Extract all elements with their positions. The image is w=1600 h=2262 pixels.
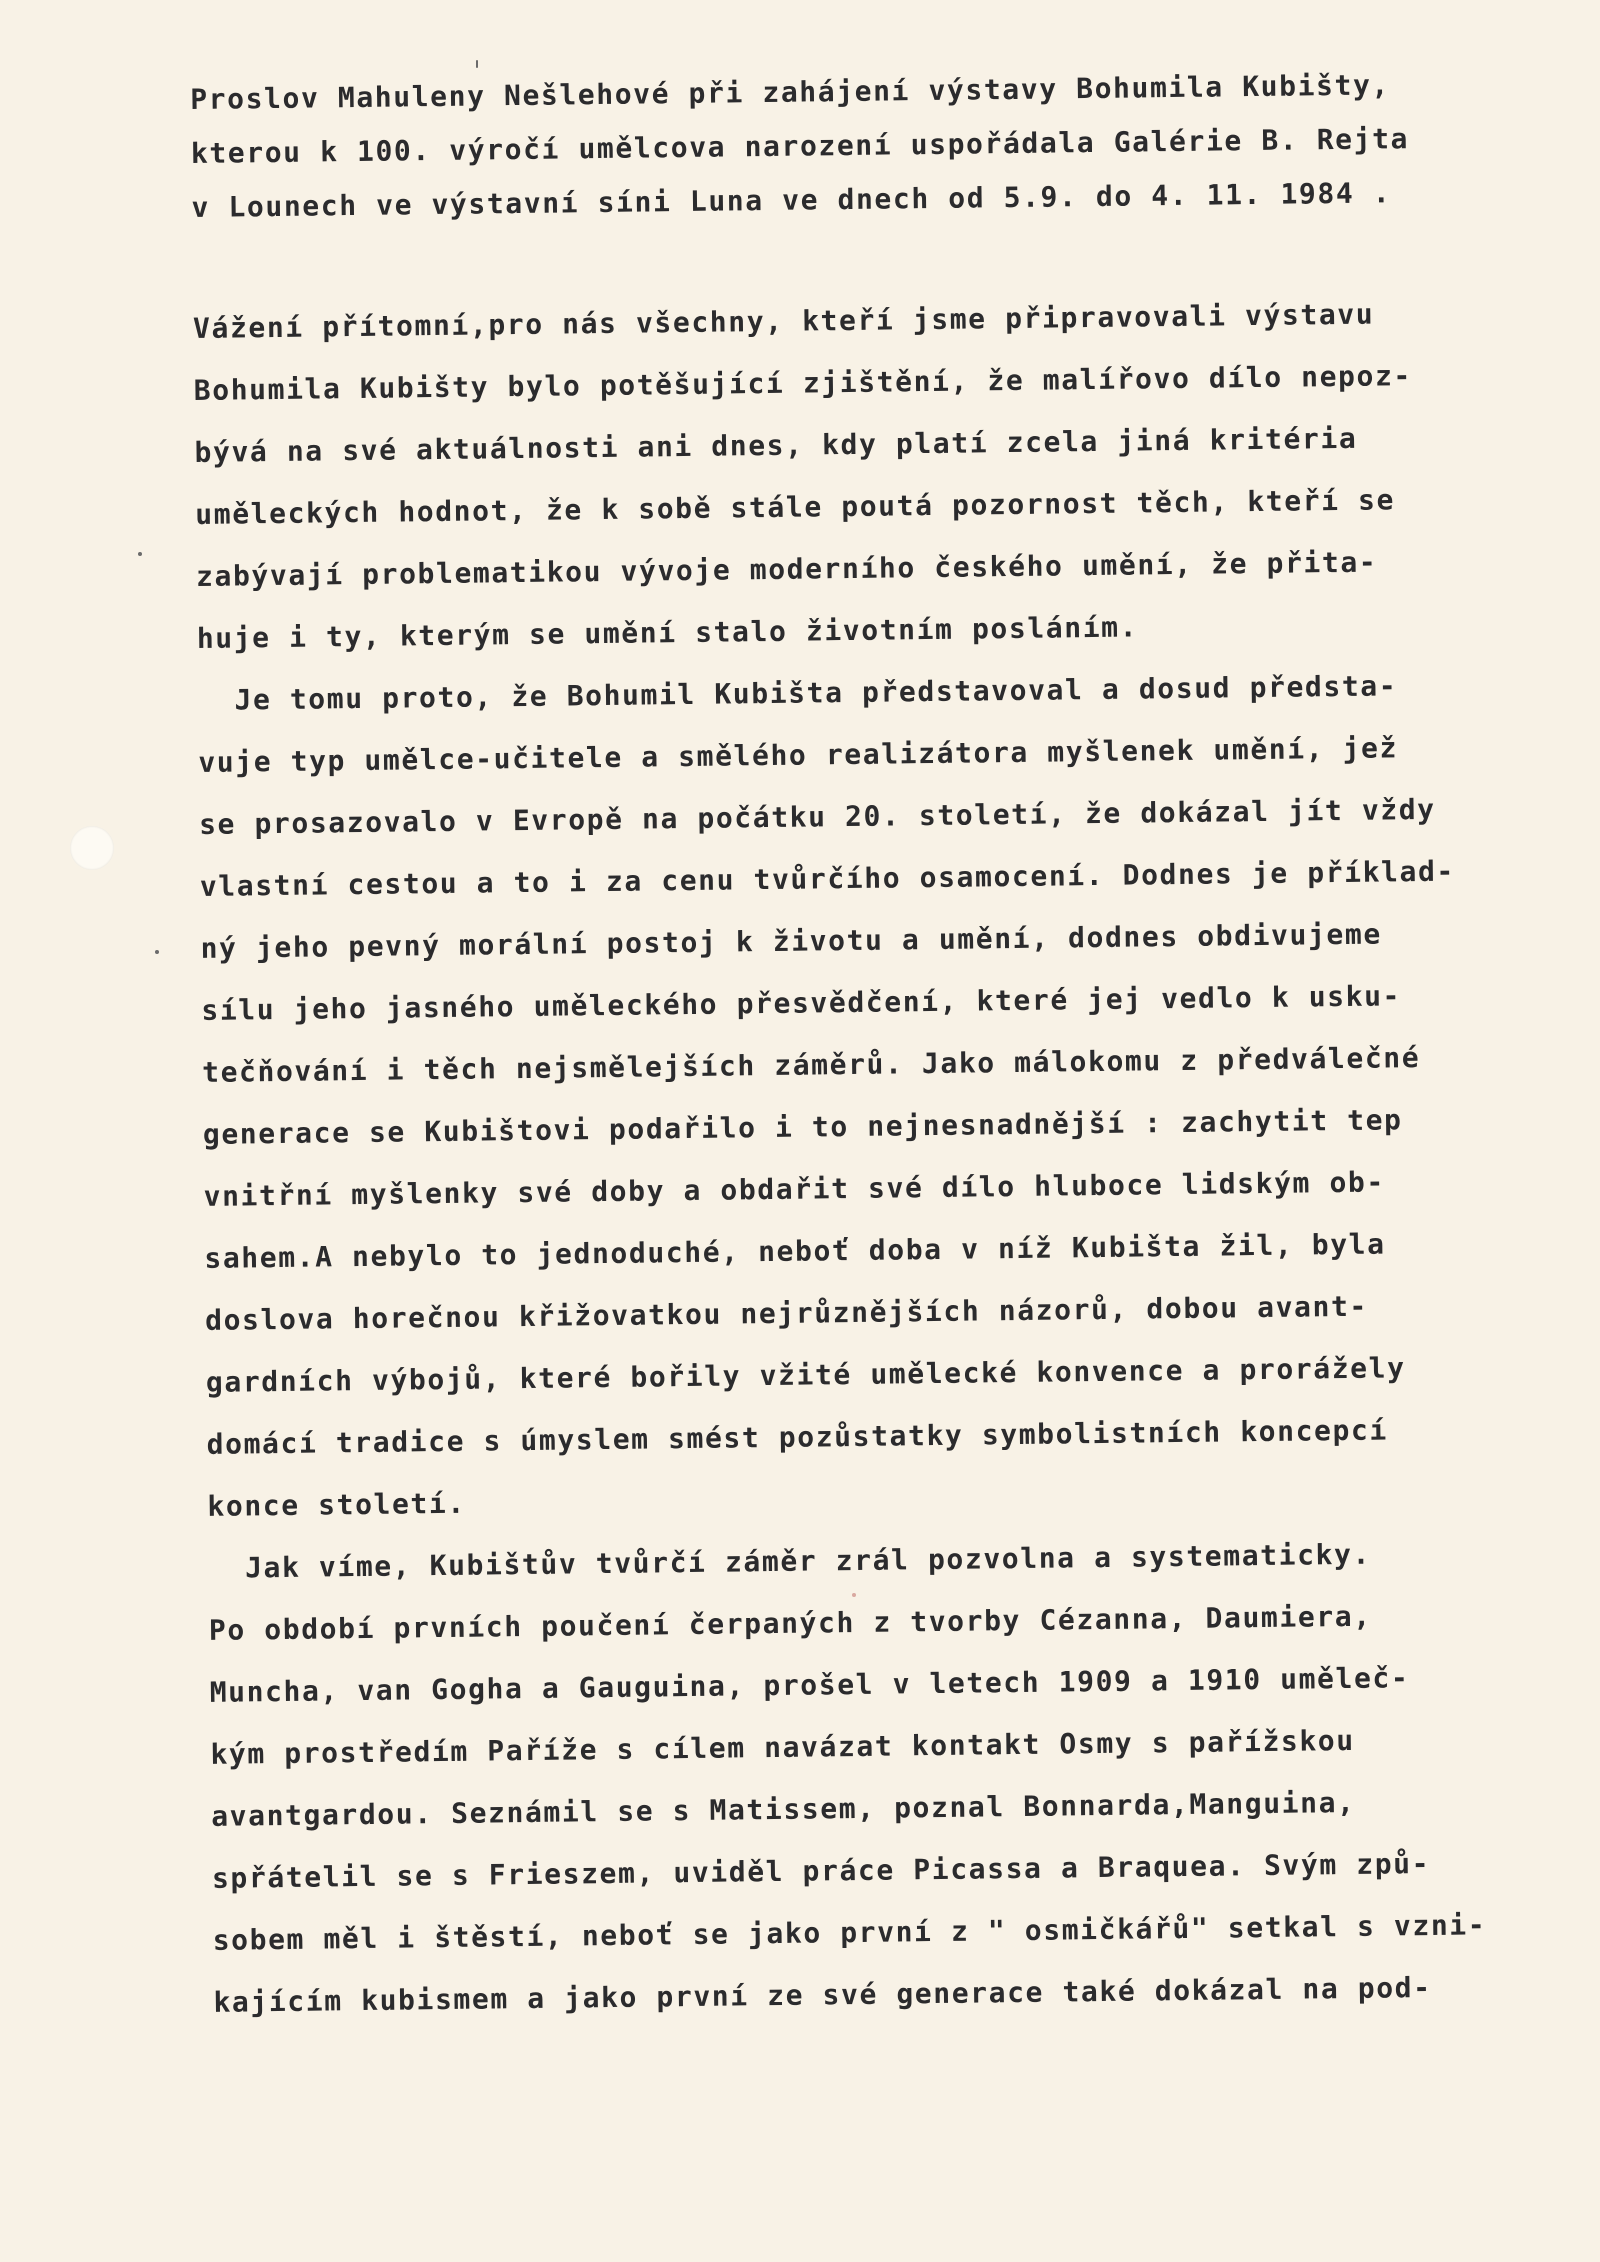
text-line: vlastní cestou a to i za cenu tvůrčího osamocení. Dodnes je příklad- <box>199 854 1456 903</box>
text-line: Po období prvních poučení čerpaných z tvorby Cézanna, Daumiera, <box>208 1599 1372 1647</box>
ink-speck <box>155 950 159 954</box>
text-line: kým prostředím Paříže s cílem navázat kontakt Osmy s pařížskou <box>210 1723 1355 1771</box>
heading-line: v Lounech ve výstavní síni Luna ve dnech od 5.9. do 4. 11. 1984 . <box>191 176 1392 224</box>
text-line: Jak víme, Kubištův tvůrčí záměr zrál pozvolna a systematicky. <box>207 1537 1372 1585</box>
text-line: spřátelil se s Frieszem, uviděl práce Picassa a Braquea. Svým způ- <box>211 1846 1431 1895</box>
text-line: uměleckých hodnot, že k sobě stále poutá pozornost těch, kteří se <box>195 483 1396 531</box>
text-line: Vážení přítomní,pro nás všechny, kteří jsme připravovali výstavu <box>192 297 1375 345</box>
text-line: generace se Kubištovi podařilo i to nejnesnadnější : zachytit tep <box>202 1103 1403 1151</box>
ink-speck <box>138 552 142 556</box>
text-line: doslova horečnou křižovatkou nejrůznějších názorů, dobou avant- <box>204 1289 1369 1337</box>
text-line: konce století. <box>207 1486 467 1523</box>
typewritten-text <box>190 64 1554 2034</box>
text-line: ný jeho pevný morální postoj k životu a umění, dodnes obdivujeme <box>200 917 1383 965</box>
text-line: Bohumila Kubišty bylo potěšující zjištění, že malířovo dílo nepoz- <box>193 359 1413 407</box>
text-line: Muncha, van Gogha a Gauguina, prošel v letech 1909 a 1910 uměleč- <box>209 1661 1410 1709</box>
heading-line: kterou k 100. výročí umělcova narození uspořádala Galérie B. Rejta <box>190 122 1410 170</box>
ink-speck <box>476 60 478 68</box>
text-line: avantgardou. Seznámil se s Matissem, poznal Bonnarda,Manguina, <box>211 1785 1356 1833</box>
text-line: vuje typ umělce-učitele a smělého realizátora myšlenek umění, jež <box>198 731 1399 779</box>
text-line: gardních výbojů, které bořily vžité umělecké konvence a prorážely <box>205 1351 1406 1399</box>
text-line: sílu jeho jasného uměleckého přesvědčení, které jej vedlo k usku- <box>201 979 1402 1027</box>
paragraph-3 <box>208 1522 1554 2034</box>
text-line: domácí tradice s úmyslem smést pozůstatky symbolistních koncepcí <box>206 1413 1389 1461</box>
heading-line: Proslov Mahuleny Nešlehové při zahájení výstavy Bohumila Kubišty, <box>190 68 1391 116</box>
text-line: sobem měl i štěstí, neboť se jako první z " osmičkářů" setkal s vzni- <box>212 1908 1487 1957</box>
paragraph-2 <box>197 654 1548 1538</box>
text-line: bývá na své aktuálnosti ani dnes, kdy platí zcela jiná kritéria <box>194 421 1358 469</box>
text-line: huje i ty, kterým se umění stalo životním posláním. <box>196 610 1139 655</box>
text-line: sahem.A nebylo to jednoduché, neboť doba v níž Kubišta žil, byla <box>204 1227 1386 1275</box>
text-line: kajícím kubismem a jako první ze své generace také dokázal na pod- <box>213 1970 1432 2019</box>
text-line: Je tomu proto, že Bohumil Kubišta představoval a dosud předsta- <box>197 669 1398 717</box>
text-line: se prosazovalo v Evropě na počátku 20. století, že dokázal jít vždy <box>198 792 1436 841</box>
document-heading <box>190 64 1532 228</box>
text-line: zabývají problematikou vývoje moderního českého umění, že přita- <box>195 545 1378 593</box>
text-line: vnitřní myšlenky své doby a obdařit své dílo hluboce lidským ob- <box>203 1165 1386 1213</box>
punch-hole <box>70 826 114 870</box>
paragraph-1 <box>193 282 1537 670</box>
text-line: tečňování i těch nejsmělejších záměrů. Jako málokomu z předválečné <box>201 1041 1421 1089</box>
